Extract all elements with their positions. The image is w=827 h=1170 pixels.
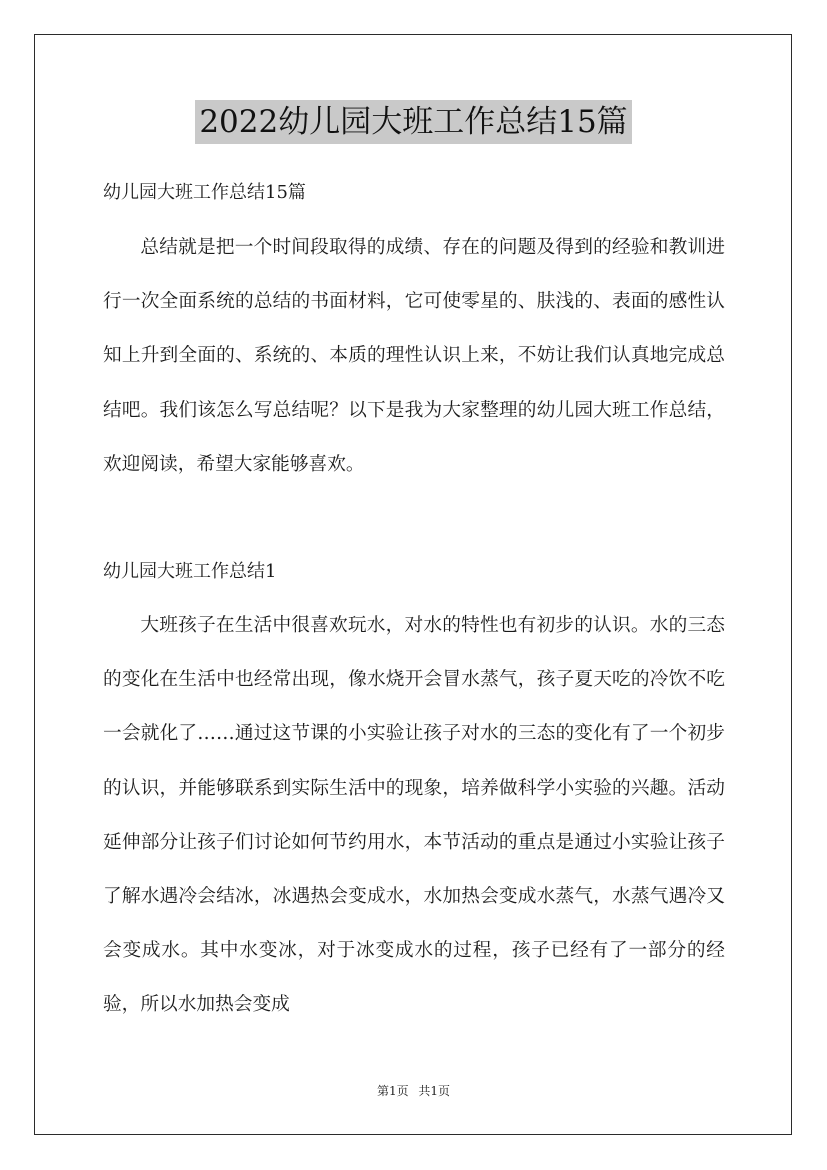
page-total: 共1页 xyxy=(418,1084,451,1098)
page-number: 第1页 xyxy=(376,1084,409,1098)
document-subtitle: 幼儿园大班工作总结15篇 xyxy=(103,182,306,203)
section-paragraph-1: 大班孩子在生活中很喜欢玩水，对水的特性也有初步的认识。水的三态的变化在生活中也经常出现，像水烧开会冒水蒸气，孩子夏天吃的冷饮不吃一会就化了……通过这节课的小实验让孩子对水的三态的变化有了一个初步的认识，并能够联系到实际生活中的现象，培养做科学小实验的兴趣。活动延伸部分让孩子们讨论如何节约用水，本节活动的重点是通过小实验让孩子了解水遇冷会结冰，冰遇热会变成水，水加热会变成水蒸气，水蒸气遇冷又会变成水。其中水变冰，对于冰变成水的过程，孩子已经有了一部分的经验，所以水加热会变成 xyxy=(103,615,725,1016)
section-heading-1: 幼儿园大班工作总结1 xyxy=(103,561,277,582)
document-title: 2022幼儿园大班工作总结15篇 xyxy=(195,100,631,144)
intro-paragraph: 总结就是把一个时间段取得的成绩、存在的问题及得到的经验和教训进行一次全面系统的总结的书面材料，它可使零星的、肤浅的、表面的感性认知上升到全面的、系统的、本质的理性认识上来，不妨让我们认真地完成总结吧。我们该怎么写总结呢？以下是我为大家整理的幼儿园大班工作总结，欢迎阅读，希望大家能够喜欢。 xyxy=(103,237,725,475)
page-footer xyxy=(0,1081,827,1101)
title-container xyxy=(0,100,827,144)
